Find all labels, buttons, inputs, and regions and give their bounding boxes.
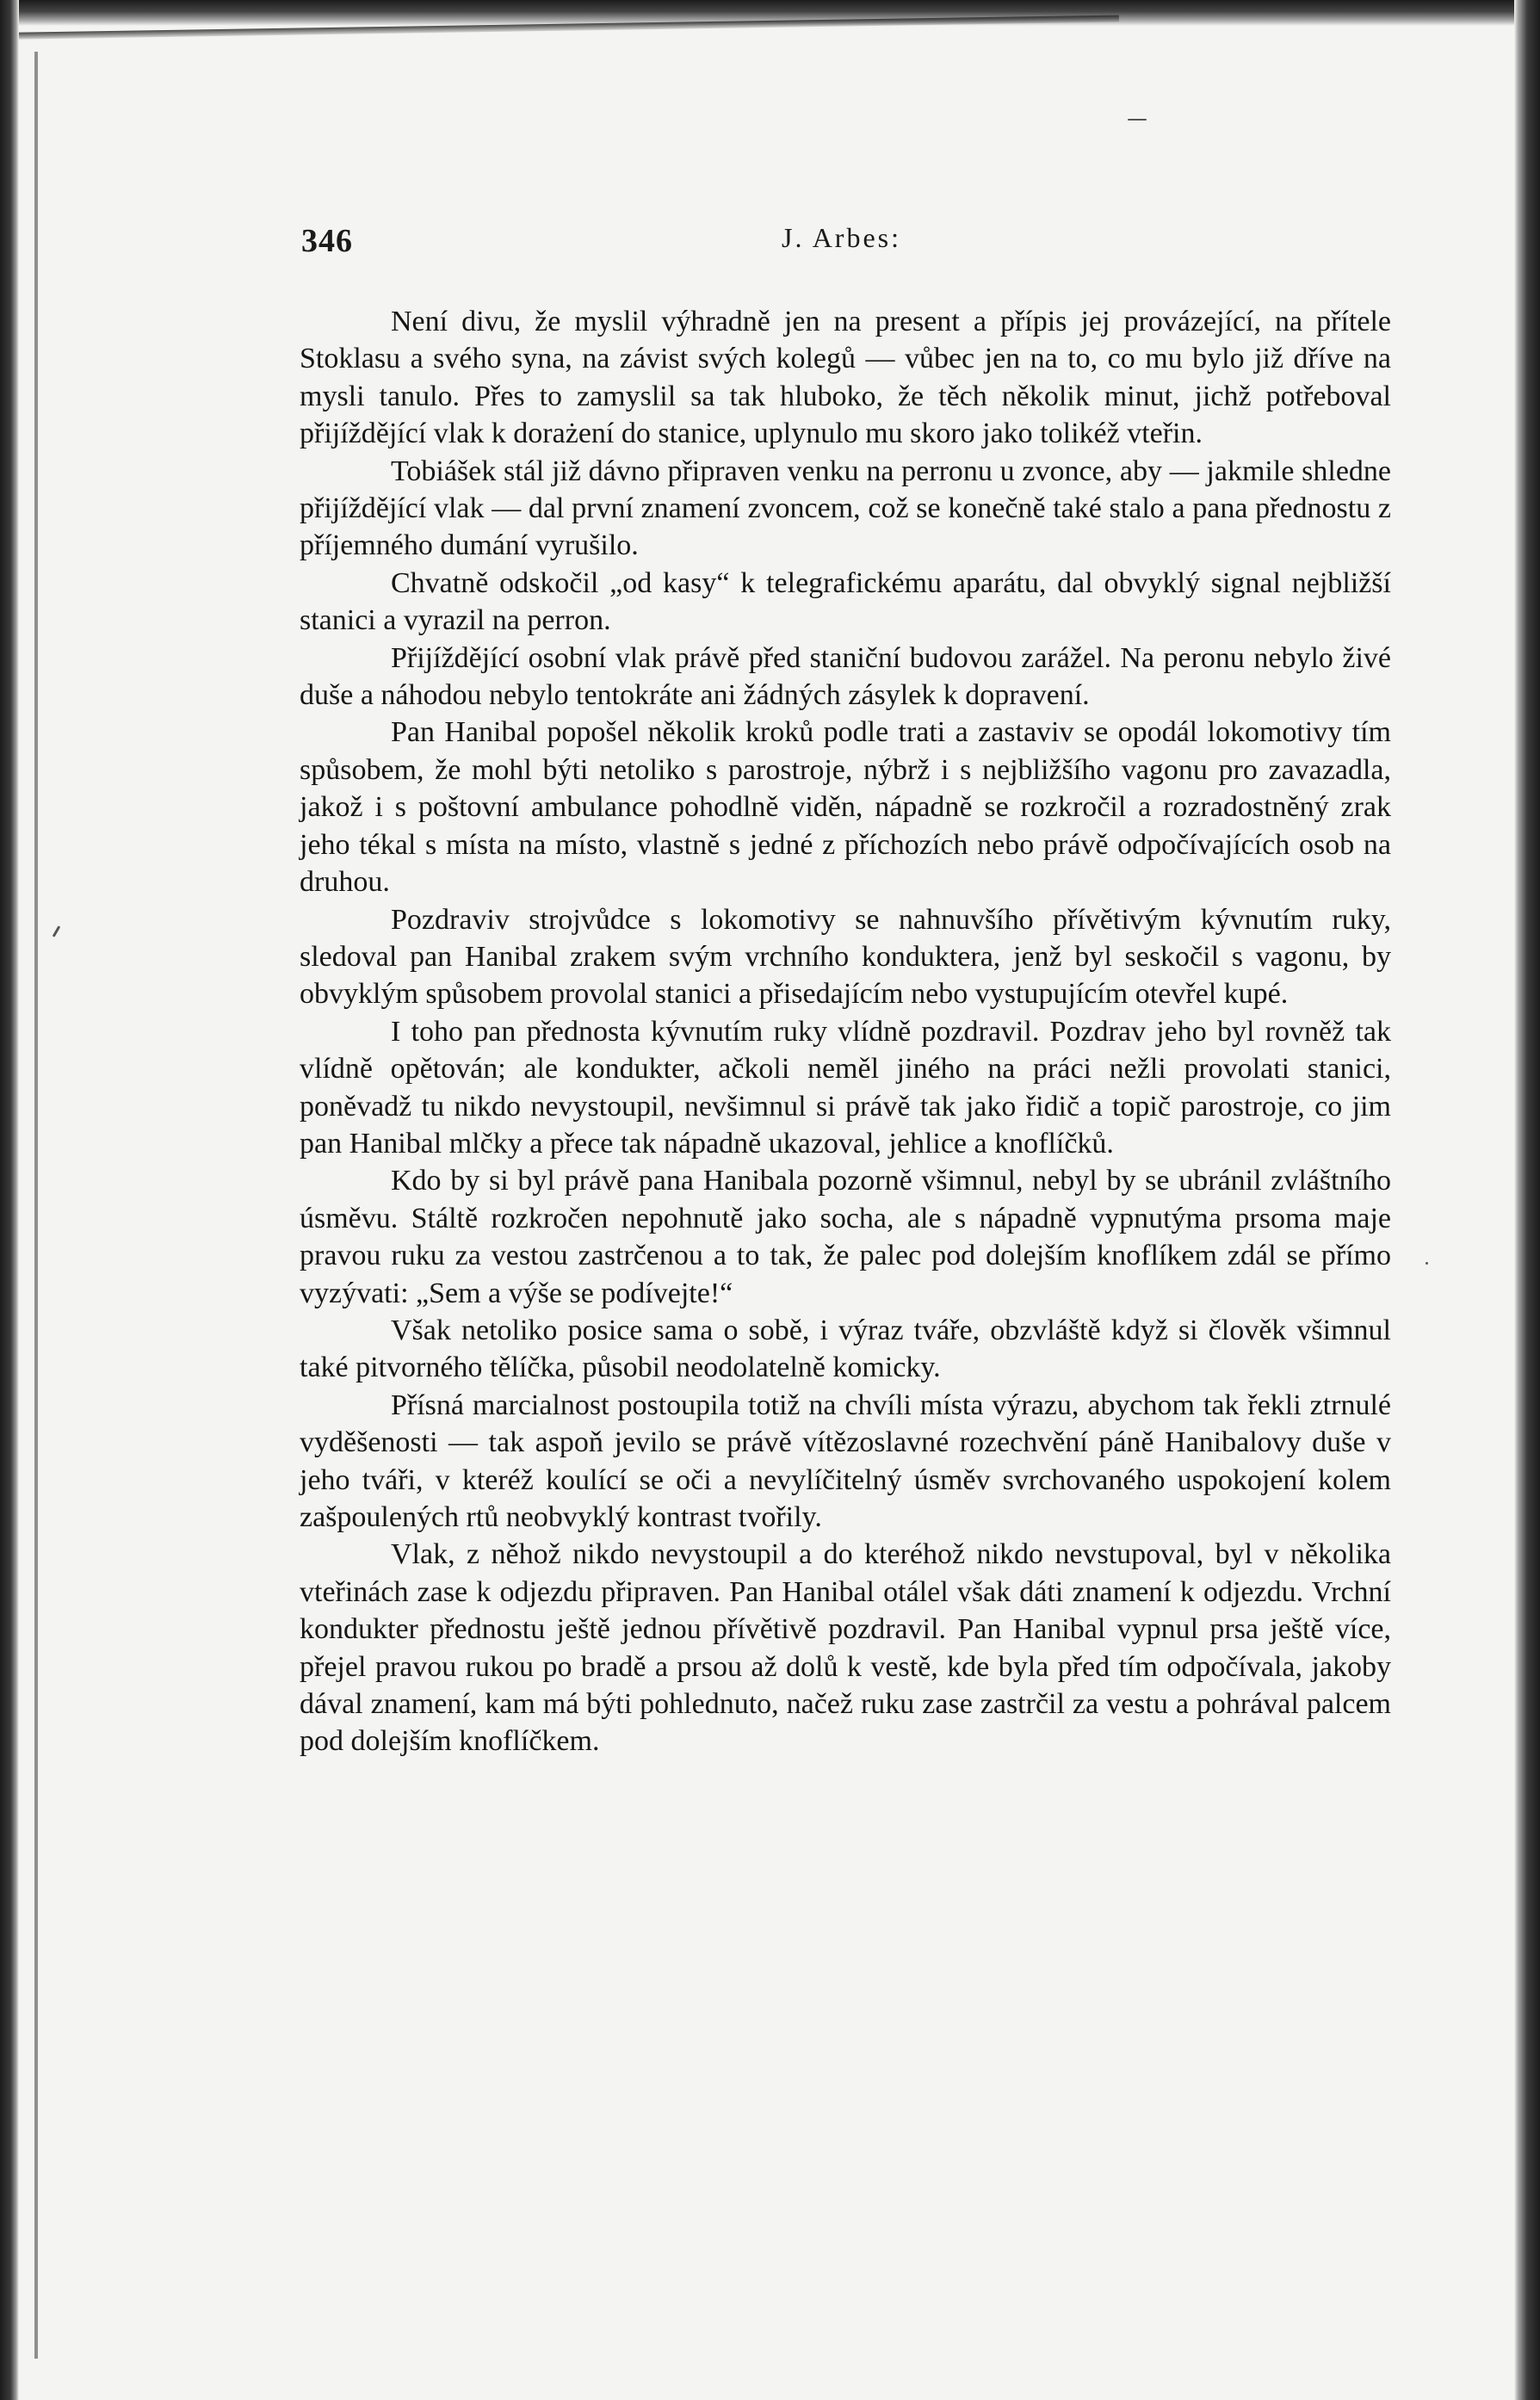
running-head: J. Arbes: — [782, 222, 901, 253]
paragraph: Vlak, z něhož nikdo nevystoupil a do kteréhož nikdo nevstupoval, byl v několika vteřinách zase k odjezdu připraven. Pan Hanibal otálel však dáti znamení k odjezdu. Vrchní kondukter přednostu ještě jednou přívětivě pozdravil. Pan Hanibal vypnul prsa ještě více, přejel pravou rukou po bradě a prsou až dolů k vestě, kde byla před tím odpočívala, jakoby dával znamení, kam má býti pohlednuto, načež ruku zase zastrčil za vestu a pohrával palcem pod dolejším knoflíčkem. — [300, 1538, 1391, 1758]
paragraph: Kdo by si byl právě pana Hanibala pozorně všimnul, nebyl by se ubránil zvláštního úsměvu. Stáltě rozkročen nepohnutě jako socha, ale s nápadně vypnutýma prsoma maje pravou ruku za vestou zastrčenou a to tak, že palec pod dolejším knoflíkem zdál se přímo vyzývati: „Sem a výše se podívejte!“ — [300, 1165, 1391, 1309]
scan-speck — [1128, 119, 1147, 121]
paragraph: Chvatně odskočil „od kasy“ k telegrafickému aparátu, dal obvyklý signal nejbližší stanici a vyrazil na perron. — [300, 566, 1391, 637]
scan-edge-inner — [34, 52, 38, 2359]
scan-edge-right — [1514, 0, 1540, 2400]
paragraph: Pan Hanibal popošel několik kroků podle trati a zastaviv se opodál lokomotivy tím spůsobem, že mohl býti netoliko s parostroje, nýbrž i s nejbližšího vagonu pro zavazadla, jakož i s poštovní ambulance pohodlně viděn, nápadně se rozkročil a rozradostněný zrak jeho tékal s místa na místo, vlastně s jedné z příchozích nebo právě odpočívajících osob na druhou. — [300, 716, 1391, 899]
paragraph: I toho pan přednosta kývnutím ruky vlídně pozdravil. Pozdrav jeho byl rovněž tak vlídně opětován; ale kondukter, ačkoli neměl jiného na práci nežli provolati stanici, poněvadž tu nikdo nevystoupil, nevšimnul si právě tak jako řidič a topič parostroje, co jim pan Hanibal mlčky a přece tak nápadně ukazoval, jehlice a knoflíčků. — [300, 1015, 1391, 1160]
paragraph: Tobiášek stál již dávno připraven venku na perronu u zvonce, aby — jakmile shledne přijíždějící vlak — dal první znamení zvoncem, což se konečně také stalo a pana přednostu z příjemného dumání vyrušilo. — [300, 455, 1391, 562]
body-text — [300, 303, 1391, 1760]
scan-speck — [1426, 1262, 1428, 1265]
page-header — [300, 222, 1393, 263]
paragraph: Však netoliko posice sama o sobě, i výraz tváře, obzvláště když si člověk všimnul také pitvorného tělíčka, působil neodolatelně komicky. — [300, 1314, 1391, 1384]
paragraph: Pozdraviv strojvůdce s lokomotivy se nahnuvšího přívětivým kývnutím ruky, sledoval pan Hanibal zrakem svým vrchního konduktera, jenž byl seskočil s vagonu, by obvyklým spůsobem provolal stanici a přisedajícím nebo vystupujícím otevřel kupé. — [300, 903, 1391, 1011]
page-number: 346 — [301, 223, 353, 259]
scan-edge-left — [0, 0, 19, 2400]
paragraph: Přísná marcialnost postoupila totiž na chvíli místa výrazu, abychom tak řekli ztrnulé vyděšenosti — tak aspoň jevilo se právě vítězoslavné rozechvění páně Hanibalovy duše v jeho tváři, v kteréž koulící se oči a nevylíčitelný úsměv svrchovaného uspokojení kolem zašpoulených rtů neobvyklý kontrast tvořily. — [300, 1389, 1391, 1533]
paragraph: Není divu, že myslil výhradně jen na present a přípis jej provázející, na přítele Stoklasu a svého syna, na závist svých kolegů — vůbec jen na to, co mu bylo již dříve na mysli tanulo. Přes to zamyslil sa tak hluboko, že těch několik minut, jichž potřeboval přijíždějící vlak k dorażení do stanice, uplynulo mu skoro jako tolikéž vteřin. — [300, 306, 1391, 450]
paragraph: Přijíždějící osobní vlak právě před staniční budovou zarážel. Na peronu nebylo živé duše a náhodou nebylo tentokráte ani žádných zásylek k dopravení. — [300, 641, 1391, 712]
scan-speck — [53, 925, 61, 937]
